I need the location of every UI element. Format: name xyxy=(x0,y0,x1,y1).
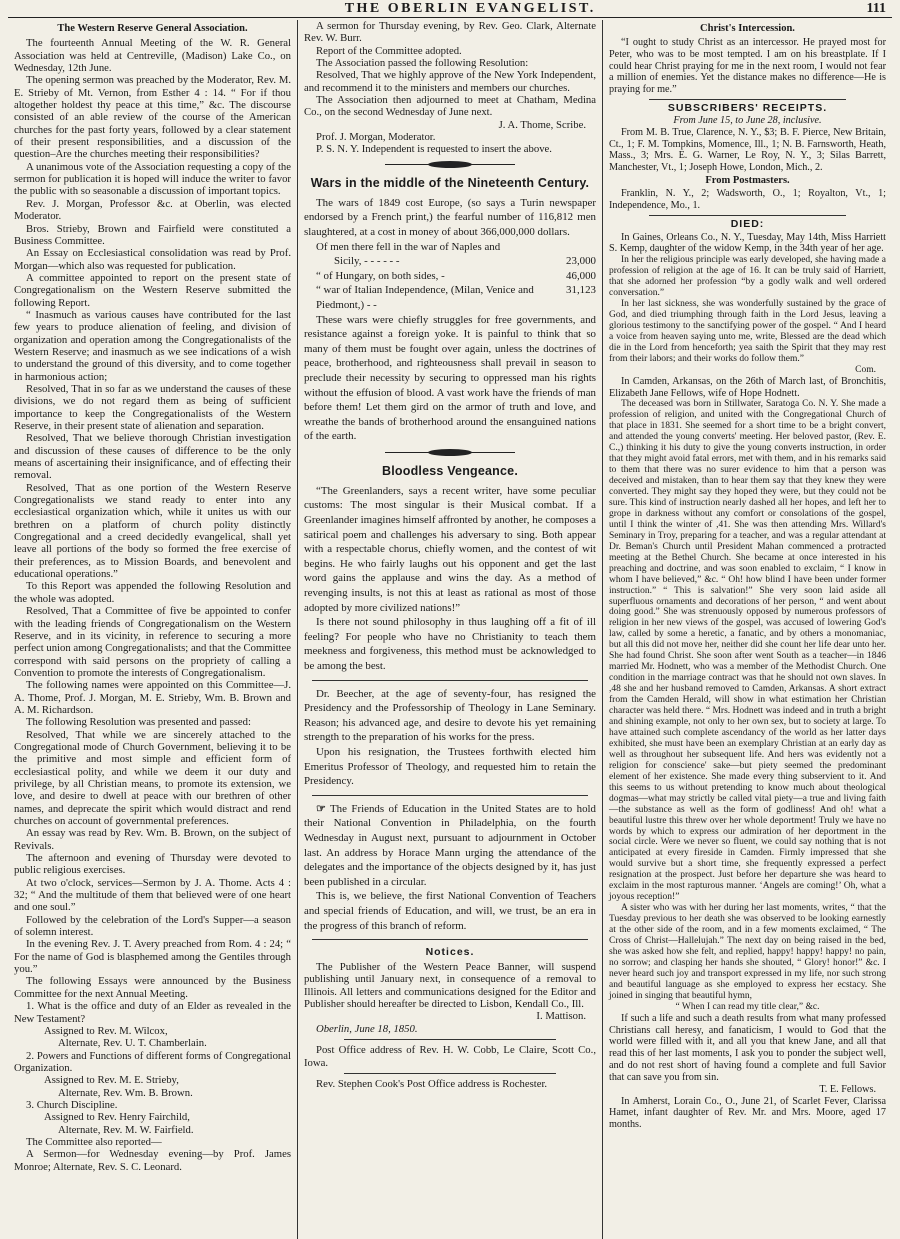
article-paragraph: Followed by the celebration of the Lord's Supper—a season of solemn interest. xyxy=(14,913,291,939)
essay-assignment: Assigned to Rev. Henry Fairchild, xyxy=(44,1111,190,1124)
page-number: 111 xyxy=(866,1,886,16)
article-paragraph: Report of the Committee adopted. xyxy=(316,44,462,57)
article-paragraph: Bros. Strieby, Brown and Fairfield were constituted a Business Committee. xyxy=(14,222,291,247)
essay-item: 2. Powers and Functions of different forms of Congregational Organization. xyxy=(14,1049,291,1074)
obituary-signature: T. E. Fellows. xyxy=(819,1083,876,1095)
article-paragraph: The wars of 1849 cost Europe, (so says a Turin newspaper endorsed by a French print,) the fearful number of 116,812 men slaughtered, at a cost in money of about 366,000,000 dollars. xyxy=(304,196,596,238)
notice-place-date: Oberlin, June 18, 1850. xyxy=(316,1022,418,1035)
section-divider xyxy=(304,448,596,458)
postmasters-heading: From Postmasters. xyxy=(705,175,790,187)
section-divider xyxy=(304,160,596,170)
article-paragraph: At two o'clock, services—Sermon by J. A. Thome. Acts 4 : 32; “ And the multitude of them that believed were of one heart and one soul.” xyxy=(14,876,291,914)
wars-table-row: Sicily, - - - - - - 23,000 xyxy=(334,255,596,268)
article-paragraph: The opening sermon was preached by the Moderator, Rev. M. E. Strieby of Mt. Vernon, from Esther 4 : 14. “ For if thou altogether holdest thy peace at this time,” &c. The discourse consisted of an able review of the course of the American churches for the past forty years, followed by a clear statement of their present responsibilities, and a discussion of the question–Are the churches meeting their responsibilities? xyxy=(14,74,291,161)
article-paragraph: “The Greenlanders, says a recent writer, have some peculiar customs: The most singular is their Musical combat. If a Greenlander imagines himself affronted by another, he composes a satirical poem and challenges his adversary to sing. Both appear with a respectable chorus, chiefly women, and the contest of wit begins. He who fairly laughs out his opponent and get the last word gains the applause and wins the day. As a method of revenging insults, is not this at least as rational as most of those adopted by more civilized nations!” xyxy=(304,484,596,614)
wars-table-row: “ war of Italian Independence, (Milan, Venice and Piedmont,) - - 31,123 xyxy=(316,284,596,311)
obituary-signature: Com. xyxy=(855,364,876,375)
article-paragraph: The Committee also reported— xyxy=(26,1135,162,1148)
article-paragraph: An Essay on Ecclesiastical consolidation was read by Prof. Morgan—which also was requested for publication. xyxy=(14,247,291,272)
notice-paragraph: Rev. Stephen Cook's Post Office address is Rochester. xyxy=(316,1077,548,1090)
article-paragraph: A unanimous vote of the Association requesting a copy of the sermon for publication it is hoped will induce the writer to favor the public with so seasonable a discussion of important topics. xyxy=(14,160,291,198)
essay-item: 1. What is the office and duty of an Elder as revealed in the New Testament? xyxy=(14,1000,291,1025)
article-paragraph: “I ought to study Christ as an intercessor. He prayed most for Peter, who was to be most tempted. I am on his breastplate. If I could hear Christ praying for me in the next room, I would not fear a million of enemies. Yet the distance makes no difference—He is praying for me.” xyxy=(609,36,886,96)
resolution-paragraph: Resolved, That while we are sincerely attached to the Congregational mode of Church Government, believing it to be the primitive and most simple and efficient form of ecclesiastical polity, and while we deem it our duty and privilege, by all Christian means, to promote its extension, we love, and desire to dwell at peace with our brethren of other names, and deprecate the spirit which would distract and rend churches on account of governmental preferences. xyxy=(14,728,291,827)
obituary-paragraph: In her the religious principle was early developed, she having made a profession of religion at the age of 16. It can be truly said of Harriett, that she adorned her profession “by a godly walk and well ordered conversation.” xyxy=(609,255,886,299)
resolution-paragraph: Resolved, That we highly approve of the New York Independent, and recommend it to the ministers and members our churches. xyxy=(304,69,596,94)
article-paragraph: ☞ The Friends of Education in the United States are to hold their National Convention in Philadelphia, on the fourth Wednesday in August next, pursuant to adjournment in October last. An address by Horace Mann urging the attendance of the delegates and the importance of the objects designed by it, has just been published in a circular. xyxy=(304,802,596,888)
article-paragraph: The afternoon and evening of Thursday were devoted to public religious exercises. xyxy=(14,852,291,877)
article-paragraph: The Association then adjourned to meet at Chatham, Medina Co., on the second Wednesday of June next. xyxy=(304,94,596,119)
article-paragraph: The following Essays were announced by the Business Committee for the next Annual Meeting. xyxy=(14,975,291,1000)
receipts-heading: SUBSCRIBERS' RECEIPTS. xyxy=(667,102,828,115)
died-heading: DIED: xyxy=(730,217,765,230)
article-paragraph: “ Inasmuch as various causes have contributed for the last few years to produce alienation of feeling, and division of organization and operation among the Congregationalists of the Western Reserve; and inasmuch as we see indications of a wish to understand the ground of this diversity, and to come together in harmonious action; xyxy=(14,308,291,383)
article-paragraph: To this Report was appended the following Resolution and the whole was adopted. xyxy=(14,580,291,605)
moderator-signature: Prof. J. Morgan, Moderator. xyxy=(316,131,436,144)
column-1 xyxy=(8,20,298,1239)
section-rule xyxy=(649,99,846,100)
western-reserve-heading: The Western Reserve General Association. xyxy=(57,23,248,34)
column-2 xyxy=(298,20,603,1239)
article-paragraph: Upon his resignation, the Trustees forthwith elected him Emeritus Professor of Theology, and requested him to retain the Presidency. xyxy=(304,745,596,788)
postscript: P. S. N. Y. Independent is requested to insert the above. xyxy=(316,143,552,156)
obituary-paragraph: In Amherst, Lorain Co., O., June 21, of Scarlet Fever, Clarissa Hamet, infant daughter of Rev. Mr. and Mrs. Moore, aged 17 months. xyxy=(609,1095,886,1131)
wars-table-intro: Of men there fell in the war of Naples and xyxy=(316,240,501,253)
obituary-paragraph: The deceased was born in Stillwater, Saratoga Co. N. Y. She made a profession of religion, and united with the Congregational Church of that place in 1831. She seemed for a short time to be a bright convert, and attended the young converts' meeting. Her beloved pastor, (Rev. E. C.,) thinking it his duty to give the young converts instruction, in order that they might avoid fatal errors, met with them, and in his remarks said to them that there was no surer evidence to him that a person was deceived and mistaken, than to hear them say that they knew they were converted. They might say they hoped they were, but they could not be sure. This kind of instruction nearly dashed all her hopes, and left her to grope in darkness without any comfort or consolations of the gospel, until I think the winter of ,41. She was then attending Mrs. Willard's Seminary in Troy, preparing for a teacher, and was a regular attendant at Dr. Beman's Church until President Mahan commenced a protracted meeting at the Bethel Church. She became at once interested in his preaching and doctrine, and was soon enabled to exclaim, “ I know in whom I have believed,” &c. “ Oh! how blind I have been under former instruction.” “ This is salvation!” She very soon laid aside all superfluous ornaments and decorations of her person, “ and went about doing good.” She was strenuously opposed by numerous professors of religion in her new views of the gospel, was accused of lowering God's law, called by some a heretic, a fanatic, and by others a monomaniac, but all this did not move her, neither did she count her life dear unto her. She had found Christ. She soon after went South as a teacher—in 1846 married Mr. Hodnett, who was a member of the Methodist Church. One condition in the marriage contract was that he should not own slaves. In ,48 she and her husband removed to Camden, Arkansas. A short extract from the Camden Herald, will show in what estimation her Christian character was held there. “ Mrs. Hodnett was indeed and in truth a bright and shining example, not only to her own sex, but to society at large. To have attained such complete ascendancy of the world as her latter days exhibited, she must have been an exemplary Christian at an early day as well as throughout her subsequent life. And hers was evidently not a religion for conscience' sake—but piety seemed the predominant element of her existence. She made every thing subservient to it. And this seems to us without pretending to know much about theological dogmas—what may strictly be called vital piety—a true and living faith—the substance as well as the form of godliness! And oh! what a beautiful lustre this threw over her whole deportment! Truly we have no words by which to express our admiration of her deportment in the social circle. Were we never so fluent, we could say nothing that is not anticipated at every fireside in Camden. Firmly impressed that she would survive but a short time, she frequently expressed a perfect resignation at the prospect. Just before her departure she was heard to exclaim in the most rapturous manner. ‘Angels are coming!’ Oh, what a joyous reception!” xyxy=(609,399,886,903)
columns xyxy=(8,20,892,1239)
article-paragraph: The Association passed the following Resolution: xyxy=(316,57,529,70)
obituary-paragraph: In Camden, Arkansas, on the 26th of March last, of Bronchitis, Elizabeth Jane Fellows, wife of Hope Hodnett. xyxy=(609,375,886,399)
article-paragraph: In the evening Rev. J. T. Avery preached from Rom. 4 : 24; “ For the name of God is blasphemed among the Gentiles through you.” xyxy=(14,938,291,976)
notice-signature: I. Mattison. xyxy=(536,1010,586,1023)
receipts-list: From M. B. True, Clarence, N. Y., $3; B. F. Pierce, New Britain, Ct., 1; F. M. Tompkins, Momence, Ill., 1; N. B. Farnsworth, Heath, Mass., 3; Mrs. E. G. Warner, Le Roy, N. Y., 3; Silas Barrett, Manchester, Vt., 1; Joseph Howe, London, Mich., 2. xyxy=(609,126,886,174)
notice-paragraph: Post Office address of Rev. H. W. Cobb, Le Claire, Scott Co., Iowa. xyxy=(304,1044,596,1069)
article-paragraph: A Sermon—for Wednesday evening—by Prof. James Monroe; Alternate, Rev. S. C. Leonard. xyxy=(14,1148,291,1173)
page-title: THE OBERLIN EVANGELIST. xyxy=(344,1,596,16)
resolution-paragraph: Resolved, That a Committee of five be appointed to confer with the leading friends of Congregationalism on the Western Reserve, and in its vicinity, in reference to securing a more perfect union among Congregationalists; and that the Committee correspond with said persons on the propriety of calling a Convention to promote the interests of Congregationalism. xyxy=(14,605,291,679)
article-paragraph: The following names were appointed on this Committee—J. A. Thome, Prof. J. Morgan, M. E. Strieby, Wm. B. Brown and A. M. Richardson. xyxy=(14,679,291,716)
section-rule xyxy=(312,680,588,681)
notices-heading: Notices. xyxy=(425,946,475,959)
essay-alternate: Alternate, Rev. U. T. Chamberlain. xyxy=(58,1037,207,1050)
section-rule xyxy=(312,939,588,940)
section-rule xyxy=(344,1039,556,1040)
article-paragraph: An essay was read by Rev. Wm. B. Brown, on the subject of Revivals. xyxy=(14,827,291,852)
article-paragraph: Dr. Beecher, at the age of seventy-four, has resigned the Presidency and the Professorship of Theology in Lane Seminary. Reason; his advanced age, and desire to devote his yet remaining strength to the preparation of his works for the press. xyxy=(304,687,596,744)
masthead xyxy=(8,0,892,18)
resolution-paragraph: Resolved, That we believe thorough Christian investigation and discussion of these causes of difference to be the only means of ascertaining their insignificance, and of effecting their removal. xyxy=(14,432,291,482)
section-rule xyxy=(344,1073,556,1074)
section-rule xyxy=(649,215,846,216)
receipts-subheading: From June 15, to June 28, inclusive. xyxy=(673,114,822,126)
essay-item: 3. Church Discipline. xyxy=(26,1098,118,1111)
article-paragraph: The fourteenth Annual Meeting of the W. R. General Association was held at Centreville, (Madison) Lake Co., on Wednesday, 12th June. xyxy=(14,37,291,75)
obituary-paragraph: In Gaines, Orleans Co., N. Y., Tuesday, May 14th, Miss Harriett S. Kemp, daughter of the widow Kemp, in the 34th year of her age. xyxy=(609,231,886,255)
resolution-paragraph: Resolved, That in so far as we understand the causes of these divisions, we do not regard them as being of sufficient importance to keep the Congregationalists of the Western Reserve, in their present state of alienation and separation. xyxy=(14,382,291,432)
notice-paragraph: The Publisher of the Western Peace Banner, will suspend publishing until January next, in consequence of a removal to Illinois. All letters and communications designed for the Editor and Publisher should hereafter be directed to Lisbon, Kendall Co., Ill. xyxy=(304,961,596,1011)
article-paragraph: This is, we believe, the first National Convention of Teachers and special friends of Education, and will, we trust, be an era in the progress of this branch of reform. xyxy=(304,890,596,932)
section-rule xyxy=(312,795,588,796)
obituary-paragraph: In her last sickness, she was wonderfully sustained by the grace of God, and died triumphing through faith in the Lord Jesus, leaving a glorious testimony to the sanctifying power of the gospel. “ And I heard a voice from heaven saying unto me, write, Blessed are the dead which die in the Lord from henceforth; yea saith the Spirit that they may rest from their labors; and their works do follow them.” xyxy=(609,299,886,364)
wars-heading: Wars in the middle of the Nineteenth Century. xyxy=(310,175,590,190)
wars-table-row: “ of Hungary, on both sides, - 46,000 xyxy=(316,269,596,282)
column-3 xyxy=(603,20,892,1239)
essay-alternate: Alternate, Rev. M. W. Fairfield. xyxy=(58,1123,194,1136)
article-paragraph: A sermon for Thursday evening, by Rev. Geo. Clark, Alternate Rev. W. Burr. xyxy=(304,20,596,45)
postmasters-list: Franklin, N. Y., 2; Wadsworth, O., 1; Royalton, Vt., 1; Independence, Mo., 1. xyxy=(609,187,886,211)
scribe-signature: J. A. Thome, Scribe. xyxy=(498,118,586,131)
article-paragraph: A committee appointed to report on the present state of Congregationalism on the Western Reserve submitted the following Report. xyxy=(14,271,291,309)
article-paragraph: These wars were chiefly struggles for free governments, and resistance against a foreign yoke. It is painful to think that so many of them must be fought over again, unless the doctrines of peace, brotherhood, and righteousness shall prevail in season to preclude their necessity by securing to oppressed man his rights without the effusion of blood. A vast work have the friends of man before them! Let them gird on the armor of truth and love, and wreathe the bands of brotherhood around the ensanguined nations of the earth. xyxy=(304,313,596,443)
pointing-hand-icon: ☞ xyxy=(316,802,326,815)
essay-alternate: Alternate, Rev. Wm. B. Brown. xyxy=(58,1086,193,1099)
essay-assignment: Assigned to Rev. M. E. Strieby, xyxy=(44,1074,179,1087)
intercession-heading: Christ's Intercession. xyxy=(700,23,795,34)
essay-assignment: Assigned to Rev. M. Wilcox, xyxy=(44,1024,168,1037)
article-paragraph: Is there not sound philosophy in thus laughing off a fit of ill feeling? For people who have no Christianity to teach them meekness and forgiveness, this method must be acknowledged to be among the best. xyxy=(304,616,596,672)
bloodless-heading: Bloodless Vengeance. xyxy=(382,463,518,478)
article-paragraph: The following Resolution was presented and passed: xyxy=(26,716,251,729)
obituary-paragraph: A sister who was with her during her last moments, writes, “ that the Tuesday previous to her death she was observed to be looking earnestly at the other side of the room, and in a few moments exclaimed, “ The Cross of Christ—Hallelujah.” The next day on being raised in the bed, she was asked how she felt, and replied, happy! happy! happy! no pain, no sorrow; and clasping her hands she shouted, “ Glory! honor!” &c. I never heard such joy and transport expressed in my life, nor such strong and beautiful language as she employed to express her ecstacy. She joined in singing that beautiful hymn, xyxy=(609,903,886,1001)
obituary-paragraph: If such a life and such a death results from what many professed Christians call heresy, and fanaticism, I would to God that the world were filled with it, and all you that knew Jane, and all that read this of her last moments, I ask you to ponder the subject well, and do not rest short of having found a complete and full Savior that can save you from sin. xyxy=(609,1012,886,1083)
article-paragraph: Rev. J. Morgan, Professor &c. at Oberlin, was elected Moderator. xyxy=(14,197,291,223)
hymn-line: “ When I can read my title clear,” &c. xyxy=(675,1001,820,1012)
resolution-paragraph: Resolved, That as one portion of the Western Reserve Congregationalists we stand ready to enter into any ecclesiastical organization which, while it unites us with our brethren on a platform of church polity distinctly Congregational and a creed decidedly evangelical, shall yet leave all portions of the body so formed the free exercise of their preferences, as to Mission Boards, and benevolent and educational operations.” xyxy=(14,481,291,581)
